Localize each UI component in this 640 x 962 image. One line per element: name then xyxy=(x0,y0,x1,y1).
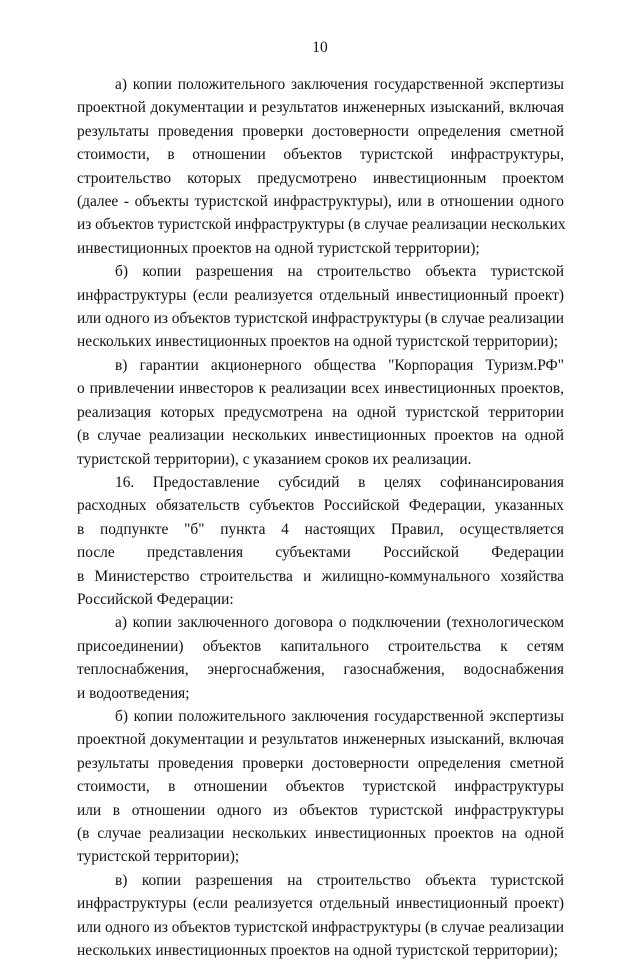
text-line: после представления субъектами Российской Федерации xyxy=(77,544,564,562)
text-line: Российской Федерации: xyxy=(77,590,234,608)
text-line: расходных обязательств субъектов Российской Федерации, указанных xyxy=(77,497,564,515)
text-line: и водоотведения; xyxy=(77,684,190,702)
text-line: (далее - объекты туристской инфраструктуры), или в отношении одного xyxy=(77,193,564,211)
text-line: б) копии положительного заключения государственной экспертизы xyxy=(115,707,564,725)
text-line: стоимости, в отношении объектов туристской инфраструктуры, xyxy=(77,146,564,164)
text-line: в подпункте "б" пункта 4 настоящих Правил, осуществляется xyxy=(77,520,564,538)
paragraph xyxy=(77,611,564,705)
paragraph xyxy=(77,73,564,260)
text-line: туристской территории); xyxy=(77,848,240,866)
text-line: (в случае реализации нескольких инвестиционных проектов на одной xyxy=(77,427,564,445)
text-line: строительство которых предусмотрено инвестиционным проектом xyxy=(77,169,564,187)
text-line: инфраструктуры (если реализуется отдельный инвестиционный проект) xyxy=(77,895,564,913)
text-line: проектной документации и результатов инженерных изысканий, включая xyxy=(77,731,564,749)
paragraph xyxy=(77,260,564,354)
text-line: в) гарантии акционерного общества "Корпорация Туризм.РФ" xyxy=(115,356,564,374)
text-line: присоединении) объектов капитального строительства к сетям xyxy=(77,637,564,655)
text-line: в) копии разрешения на строительство объекта туристской xyxy=(115,871,564,889)
text-line: (в случае реализации нескольких инвестиционных проектов на одной xyxy=(77,825,564,842)
text-line: в Министерство строительства и жилищно-коммунального хозяйства xyxy=(77,567,564,585)
text-line: о привлечении инвесторов к реализации всех инвестиционных проектов, xyxy=(77,380,564,398)
text-line: инвестиционных проектов на одной туристской территории); xyxy=(77,239,480,257)
paragraph xyxy=(77,354,564,471)
text-line: 16. Предоставление субсидий в целях софинансирования xyxy=(115,473,564,491)
text-line: или в отношении одного из объектов туристской инфраструктуры xyxy=(77,801,564,819)
paragraph xyxy=(77,869,564,962)
text-line: результаты проведения проверки достоверности определения сметной xyxy=(77,754,564,772)
text-line: из объектов туристской инфраструктуры (в случае реализации нескольких xyxy=(77,216,566,234)
text-line: стоимости, в отношении объектов туристской инфраструктуры xyxy=(77,778,564,796)
page-number: 10 xyxy=(312,39,328,56)
text-line: а) копии заключенного договора о подключении (технологическом xyxy=(115,614,564,632)
text-line: а) копии положительного заключения государственной экспертизы xyxy=(115,76,564,93)
paragraph xyxy=(77,471,564,611)
text-line: теплоснабжения, энергоснабжения, газоснабжения, водоснабжения xyxy=(77,661,564,679)
text-line: или одного из объектов туристской инфраструктуры (в случае реализации xyxy=(77,918,564,936)
paragraph xyxy=(77,705,564,869)
text-line: инфраструктуры (если реализуется отдельный инвестиционный проект) xyxy=(77,286,564,304)
text-line: или одного из объектов туристской инфраструктуры (в случае реализации xyxy=(77,310,564,328)
text-line: реализация которых предусмотрена на одной туристской территории xyxy=(77,403,564,421)
text-line: нескольких инвестиционных проектов на одной туристской территории); xyxy=(77,942,559,960)
text-line: результаты проведения проверки достоверности определения сметной xyxy=(77,122,564,140)
text-line: проектной документации и результатов инженерных изысканий, включая xyxy=(77,99,564,117)
document-body xyxy=(77,73,564,962)
text-line: б) копии разрешения на строительство объекта туристской xyxy=(115,263,564,281)
text-line: туристской территории), с указанием сроков их реализации. xyxy=(77,450,472,468)
text-line: нескольких инвестиционных проектов на одной туристской территории); xyxy=(77,333,559,351)
